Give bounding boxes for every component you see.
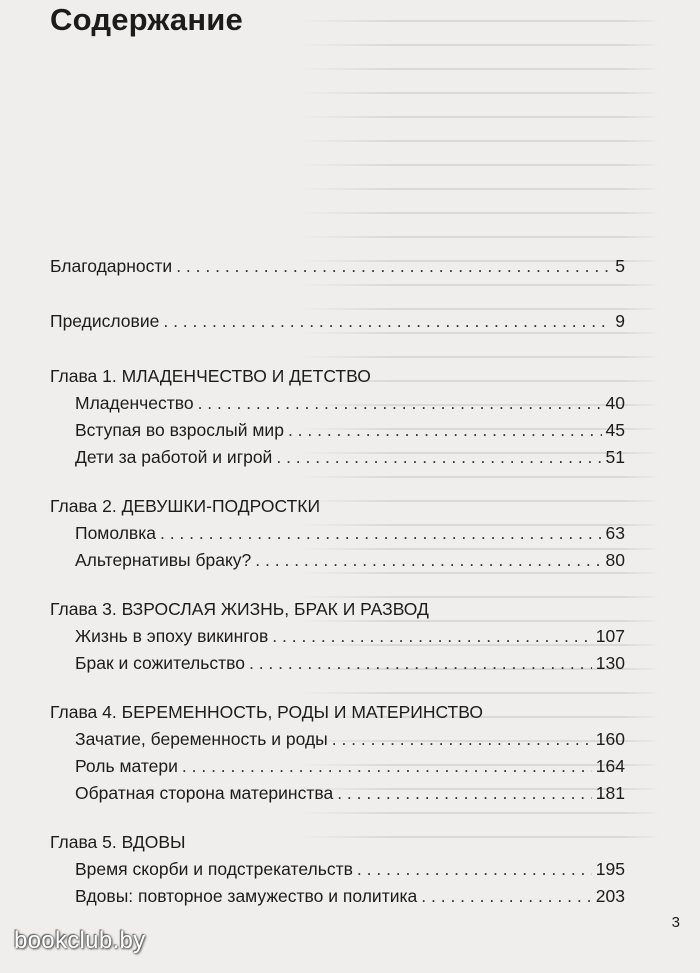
toc-entry-conception[interactable]	[50, 726, 625, 753]
toc-entry-page: 107	[595, 626, 625, 646]
dot-leader	[176, 253, 611, 280]
dot-leader	[337, 780, 592, 807]
watermark: bookclub.by	[14, 927, 146, 954]
toc-entry-page: 181	[595, 783, 625, 803]
dot-leader	[421, 883, 592, 910]
dot-leader	[272, 623, 592, 650]
toc-entry-label: Младенчество	[75, 393, 194, 413]
dot-leader	[198, 390, 602, 417]
toc-entry-label: Роль матери	[75, 756, 178, 776]
toc-entry-page: 9	[615, 311, 625, 331]
toc-entry-acknowledgements[interactable]	[50, 253, 625, 280]
toc-entry-page: 203	[595, 886, 625, 906]
toc-entry-label: Вступая во взрослый мир	[75, 420, 284, 440]
chapter-heading-2[interactable]: Глава 2. ДЕВУШКИ-ПОДРОСТКИ	[50, 496, 321, 516]
toc-entry-page: 63	[605, 523, 625, 543]
toc-entry-children-work-play[interactable]	[50, 444, 625, 471]
dot-leader	[182, 753, 592, 780]
dot-leader	[332, 726, 592, 753]
toc-entry-adulthood-entry[interactable]	[50, 417, 625, 444]
chapter-heading-4[interactable]: Глава 4. БЕРЕМЕННОСТЬ, РОДЫ И МАТЕРИНСТВО	[50, 702, 483, 722]
toc-entry-label: Предисловие	[50, 311, 160, 331]
page-number: 3	[671, 914, 680, 931]
toc-entry-page: 195	[595, 859, 625, 879]
toc-entry-label: Обратная сторона материнства	[75, 783, 334, 803]
dot-leader	[357, 856, 592, 883]
toc-entry-page: 5	[615, 256, 625, 276]
toc-entry-label: Благодарности	[50, 256, 173, 276]
chapter-heading-3[interactable]: Глава 3. ВЗРОСЛАЯ ЖИЗНЬ, БРАК И РАЗВОД	[50, 599, 429, 619]
toc-entry-page: 40	[605, 393, 625, 413]
toc-entry-page: 160	[595, 729, 625, 749]
dot-leader	[160, 520, 602, 547]
toc-entry-page: 80	[605, 550, 625, 570]
toc-entry-label: Жизнь в эпоху викингов	[75, 626, 269, 646]
toc-entry-alternatives[interactable]	[50, 547, 625, 574]
toc-entry-viking-life[interactable]	[50, 623, 625, 650]
dot-leader	[288, 417, 602, 444]
page-title: Содержание	[50, 2, 243, 37]
dot-leader	[163, 308, 611, 335]
toc-entry-label: Помолвка	[75, 523, 156, 543]
chapter-heading-5[interactable]: Глава 5. ВДОВЫ	[50, 832, 186, 852]
toc-entry-page: 51	[605, 447, 625, 467]
toc-entry-marriage[interactable]	[50, 650, 625, 677]
dot-leader	[249, 650, 592, 677]
dot-leader	[276, 444, 601, 471]
toc-entry-page: 45	[605, 420, 625, 440]
toc-entry-widows-remarriage[interactable]	[50, 883, 625, 910]
toc-entry-infancy[interactable]	[50, 390, 625, 417]
spacer	[50, 280, 625, 308]
toc-entry-preface[interactable]	[50, 308, 625, 335]
toc-entry-page: 164	[595, 756, 625, 776]
table-of-contents	[50, 253, 625, 910]
chapter-heading-1[interactable]: Глава 1. МЛАДЕНЧЕСТВО И ДЕТСТВО	[50, 366, 371, 386]
toc-entry-label: Дети за работой и игрой	[75, 447, 273, 467]
toc-entry-label: Время скорби и подстрекательств	[75, 859, 353, 879]
toc-entry-mourning[interactable]	[50, 856, 625, 883]
toc-entry-label: Вдовы: повторное замужество и политика	[75, 886, 418, 906]
toc-entry-betrothal[interactable]	[50, 520, 625, 547]
toc-entry-label: Брак и сожительство	[75, 653, 245, 673]
toc-entry-page: 130	[595, 653, 625, 673]
dot-leader	[255, 547, 601, 574]
toc-entry-dark-side[interactable]	[50, 780, 625, 807]
toc-entry-label: Зачатие, беременность и роды	[75, 729, 328, 749]
toc-entry-label: Альтернативы браку?	[75, 550, 252, 570]
toc-entry-mother-role[interactable]	[50, 753, 625, 780]
